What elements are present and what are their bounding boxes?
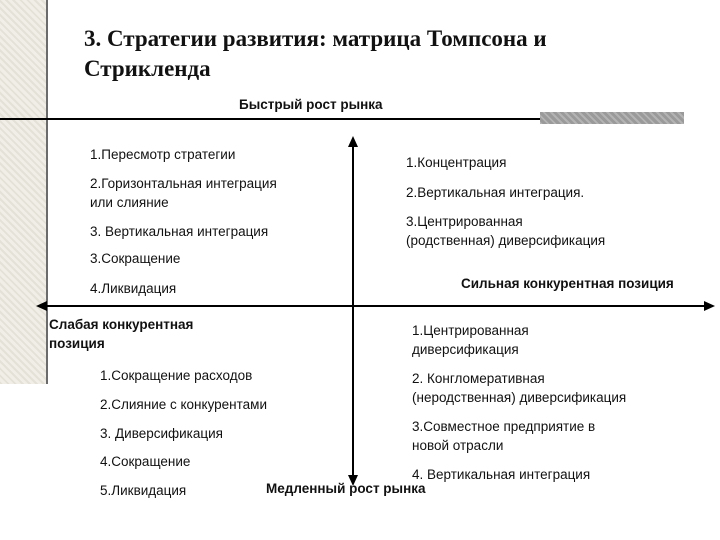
strategy-item (90, 249, 180, 268)
axis-label-right: Сильная конкурентная позиция (461, 276, 674, 291)
item-line: 4. Вертикальная интеграция (412, 467, 591, 482)
item-line: 2.Вертикальная интеграция. (406, 185, 585, 200)
item-line: 3. Диверсификация (100, 426, 223, 441)
axis-label-left-line-2: позиция (49, 336, 105, 351)
strategy-item (412, 417, 595, 455)
strategy-item (90, 174, 277, 212)
axis-label-left (49, 315, 193, 353)
strategy-item (100, 424, 223, 443)
item-line: 5.Ликвидация (100, 483, 187, 498)
strategy-item (100, 395, 267, 414)
item-line: или слияние (90, 195, 169, 210)
item-line: 3. Вертикальная интеграция (90, 224, 269, 239)
strategy-item (100, 366, 252, 385)
item-line: (неродственная) диверсификация (412, 390, 627, 405)
title-line-2: Стрикленда (84, 56, 211, 81)
axis-label-top: Быстрый рост рынка (239, 97, 383, 112)
horizontal-axis-arrow-left (36, 301, 47, 311)
axis-label-left-line-1: Слабая конкурентная (49, 317, 194, 332)
item-line: 1.Пересмотр стратегии (90, 147, 236, 162)
strategy-item (100, 452, 190, 471)
item-line: 4.Сокращение (100, 454, 191, 469)
axis-label-bottom: Медленный рост рынка (266, 481, 426, 496)
item-line: 2. Конгломеративная (412, 371, 545, 386)
item-line: 1.Сокращение расходов (100, 368, 253, 383)
strategy-item (412, 465, 590, 484)
item-line: диверсификация (412, 342, 519, 357)
strategy-item (90, 222, 268, 241)
item-line: 1.Концентрация (406, 155, 507, 170)
item-line: 3.Сокращение (90, 251, 181, 266)
title-line-1: 3. Стратегии развития: матрица Томпсона и (84, 26, 547, 51)
strategy-item (412, 369, 626, 407)
item-line: 4.Ликвидация (90, 281, 177, 296)
strategy-item (90, 145, 235, 164)
strategy-item (406, 183, 584, 202)
strategy-item (406, 212, 605, 250)
item-line: 3.Центрированная (406, 214, 523, 229)
strategy-item (100, 481, 186, 500)
item-line: 2.Слияние с конкурентами (100, 397, 268, 412)
item-line: 1.Центрированная (412, 323, 529, 338)
strategy-item (406, 153, 506, 172)
horizontal-axis-arrow-right (704, 301, 715, 311)
strategy-item (90, 279, 176, 298)
vertical-axis-arrow-top (348, 136, 358, 147)
item-line: новой отрасли (412, 438, 504, 453)
strategy-item (412, 321, 529, 359)
item-line: 3.Совместное предприятие в (412, 419, 596, 434)
item-line: 2.Горизонтальная интеграция (90, 176, 277, 191)
item-line: (родственная) диверсификация (406, 233, 606, 248)
